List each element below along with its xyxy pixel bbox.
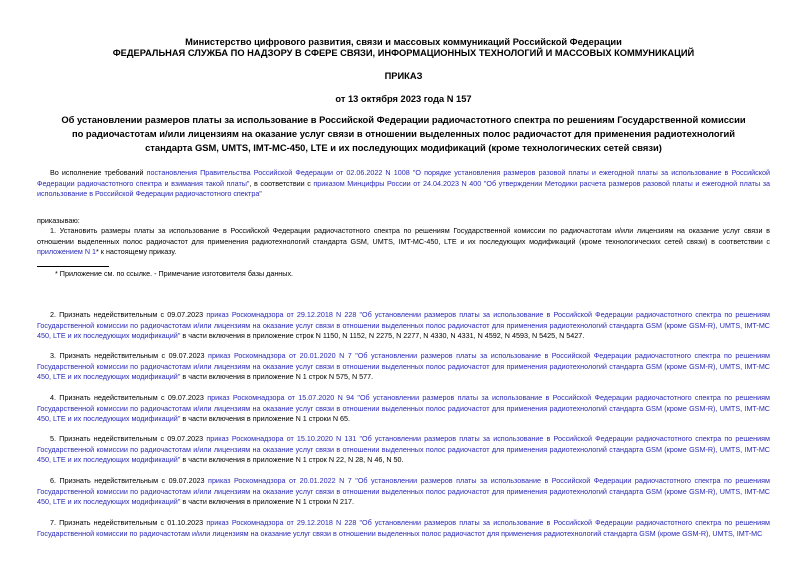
item-3-order-link[interactable]: приказ Роскомнадзора от 20.01.2020 N 7 "Об установлении размеров платы за использование в Российской Федерации радиочастотного спектра по решениям Государственной комиссии по радиочастотам и/или лицензиям на оказание услуг связи в отношении выделенных полос радиочастот для применения радиотехнологий стандарта GSM (кроме GSM-R), UMTS, IMT-MC 450, LTE и их последующих модификаций" [37,351,770,382]
item-3-post: в части включения в приложение N 1 строк N 575, N 577. [180,372,374,382]
item-1-text: 1. Установить размеры платы за использование в Российской Федерации радиочастотного спектра по решениям Государственной комиссии по радиочастотам и/или лицензиям на оказание услуг связи в отношении выделенных полос радиочастот для применения радиотехнологий стандарта GSM, UMTS, IMT-MC-450, LTE и их последующих модификаций (кроме технологических сетей связи) в соответствии с [37,226,770,246]
document-date-number: от 13 октября 2023 года N 157 [335,94,472,104]
item-5-order-link[interactable]: приказ Роскомнадзора от 15.10.2020 N 131 "Об установлении размеров платы за использование в Российской Федерации радиочастотного спектра по решениям Государственной комиссии по радиочастотам и/или лицензиям на оказание услуг связи в отношении выделенных полос радиочастот для применения радиотехнологий стандарта GSM (кроме GSM-R), UMTS, IMT-MC 450, LTE и их последующих модификаций" [37,434,770,465]
preamble-paragraph [37,168,770,200]
item-2-pre: 2. Признать недействительным с 09.07.2023 [50,310,207,319]
preamble-text-1: Во исполнение требований [50,168,147,177]
item-7-paragraph [37,518,770,539]
item-6-post: в части включения в приложение N 1 строки N 217. [180,497,355,507]
item-4-pre: 4. Признать недействительным с 09.07.2023 [50,393,208,402]
ministry-name: Министерство цифрового развития, связи и массовых коммуникаций Российской Федерации [185,37,622,47]
preamble-text-2: , в соответствии с [249,178,314,188]
item-6-pre: 6. Признать недействительным с 09.07.2023 [50,476,209,485]
item-4-order-link[interactable]: приказ Роскомнадзора от 15.07.2020 N 94 "Об установлении размеров платы за использование в Российской Федерации радиочастотного спектра по решениям Государственной комиссии по радиочастотам и/или лицензиям на оказание услуг связи в отношении выделенных полос радиочастот для применения радиотехнологий стандарта GSM (кроме GSM-R), UMTS, IMT-MC 450, LTE и их последующих модификаций" [37,393,770,424]
document-type: ПРИКАЗ [384,71,423,81]
item-6-paragraph [37,476,770,508]
item-3-pre: 3. Признать недействительным с 09.07.2023 [50,351,209,360]
item-1-tail: * к настоящему приказу. [96,247,177,257]
item-2-post: в части включения в приложение строк N 1150, N 1152, N 2275, N 2277, N 4330, N 4331, N 4592, N 4593, N 5425, N 5427. [180,331,585,341]
footnote: * Приложение см. по ссылке. - Примечание изготовителя базы данных. [55,269,294,278]
service-name: ФЕДЕРАЛЬНАЯ СЛУЖБА ПО НАДЗОРУ В СФЕРЕ СВЯЗИ, ИНФОРМАЦИОННЫХ ТЕХНОЛОГИЙ И МАССОВЫХ КОММУНИКАЦИЙ [112,48,695,58]
item-6-order-link[interactable]: приказ Роскомнадзора от 20.01.2022 N 7 "Об установлении размеров платы за использование в Российской Федерации радиочастотного спектра по решениям Государственной комиссии по радиочастотам и/или лицензиям на оказание услуг связи в отношении выделенных полос радиочастот для применения радиотехнологий стандарта GSM (кроме GSM-R), UMTS, IMT-MC 450, LTE и их последующих модификаций" [37,476,770,507]
item-5-pre: 5. Признать недействительным с 09.07.2023 [50,434,207,443]
item-1-paragraph [37,226,770,258]
footnote-divider [37,266,109,267]
item-7-order-link[interactable]: приказ Роскомнадзора от 29.12.2018 N 228 "Об установлении размеров платы за использование в Российской Федерации радиочастотного спектра по решениям Государственной комиссии по радиочастотам и/или лицензиям на оказание услуг связи в отношении выделенных полос радиочастот для применения радиотехнологий стандарта GSM (кроме GSM-R), UMTS, IMT-MC [37,518,770,538]
item-7-pre: 7. Признать недействительным с 01.10.2023 [50,518,207,527]
item-2-order-link[interactable]: приказ Роскомнадзора от 29.12.2018 N 228 "Об установлении размеров платы за использование в Российской Федерации радиочастотного спектра по решениям Государственной комиссии по радиочастотам и/или лицензиям на оказание услуг связи в отношении выделенных полос радиочастот для применения радиотехнологий стандарта GSM (кроме GSM-R), UMTS, IMT-MC 450, LTE и их последующих модификаций" [37,310,770,341]
document-title: Об установлении размеров платы за использование в Российской Федерации радиочастотного спектра по решениям Государственной комиссии по радиочастотам и/или лицензиям на оказание услуг связи в отношении выделенных полос радиочастот для применения радиотехнологий стандарта GSM, UMTS, IMT-MC-450, LTE и их последующих модификаций (кроме технологических сетей связи) [61,114,746,153]
orders-line: приказываю: [37,216,80,225]
mincifry-order-link[interactable]: приказом Минцифры России от 24.04.2023 N 400 "Об утверждении Методики расчета размеров разовой платы и ежегодной платы за использование в Российской Федерации радиочастотного спектра" [37,178,770,199]
appendix-1-link[interactable]: приложением N 1 [37,247,97,257]
government-decree-link[interactable]: постановления Правительства Российской Федерации от 02.06.2022 N 1008 "О порядке установления размеров разовой платы и ежегодной платы за использование в Российской Федерации радиочастотного спектра и взимания такой платы" [37,168,770,188]
item-3-paragraph [37,351,770,383]
item-5-post: в части включения в приложение N 1 строк N 22, N 28, N 46, N 50. [180,455,404,465]
item-4-paragraph [37,393,770,425]
item-4-post: в части включения в приложение N 1 строки N 65. [180,414,351,424]
item-5-paragraph [37,434,770,466]
item-2-paragraph [37,310,770,342]
